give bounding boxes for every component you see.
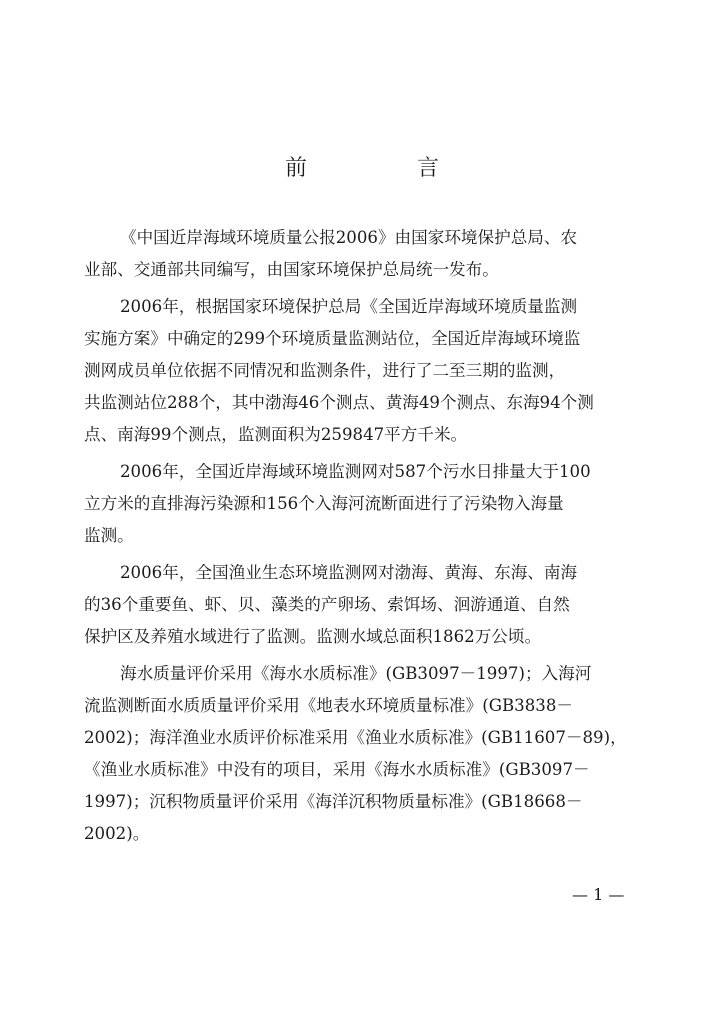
paragraph-2 (84, 291, 640, 451)
text-line: 2002)。 (84, 824, 150, 843)
text-line: 实施方案》中确定的299个环境质量监测站位，全国近岸海域环境监 (84, 329, 581, 348)
page-title: 前 言 (284, 156, 483, 181)
paragraph-3 (84, 456, 640, 552)
text-line: 点、南海99个测点，监测面积为259847平方千米。 (84, 425, 468, 444)
text-line: 立方米的直排海污染源和156个入海河流断面进行了污染物入海量 (84, 494, 564, 513)
text-line: 共监测站位288个，其中渤海46个测点、黄海49个测点、东海94个测 (84, 393, 594, 412)
paragraph-5 (84, 658, 640, 850)
text-line: 测网成员单位依据不同情况和监测条件，进行了二至三期的监测， (84, 361, 566, 380)
page-number: — 1 — (572, 885, 625, 904)
text-line: 《渔业水质标准》中没有的项目，采用《海水水质标准》(GB3097－ (84, 760, 590, 779)
paragraph-4 (84, 557, 640, 653)
text-line: 2006年，全国渔业生态环境监测网对渤海、黄海、东海、南海 (120, 563, 578, 582)
text-line: 的36个重要鱼、虾、贝、藻类的产卵场、索饵场、洄游通道、自然 (84, 595, 570, 614)
text-line: 保护区及养殖水域进行了监测。监测水域总面积1862万公顷。 (84, 627, 542, 646)
paragraph-1 (84, 222, 640, 286)
text-line: 流监测断面水质质量评价采用《地表水环境质量标准》(GB3838－ (84, 696, 573, 715)
text-line: 2006年，全国近岸海域环境监测网对587个污水日排量大于100 (120, 462, 591, 481)
text-line: 监测。 (84, 526, 134, 545)
preface-body (84, 222, 640, 855)
text-line: 业部、交通部共同编写，由国家环境保护总局统一发布。 (84, 260, 499, 279)
text-line: 《中国近岸海域环境质量公报2006》由国家环境保护总局、农 (120, 228, 578, 247)
text-line: 1997)；沉积物质量评价采用《海洋沉积物质量标准》(GB18668－ (84, 792, 583, 811)
text-line: 2002)；海洋渔业水质评价标准采用《渔业水质标准》(GB11607－89)， (84, 728, 627, 747)
text-line: 海水质量评价采用《海水水质标准》(GB3097－1997)；入海河 (120, 664, 592, 683)
text-line: 2006年，根据国家环境保护总局《全国近岸海域环境质量监测 (120, 297, 578, 316)
